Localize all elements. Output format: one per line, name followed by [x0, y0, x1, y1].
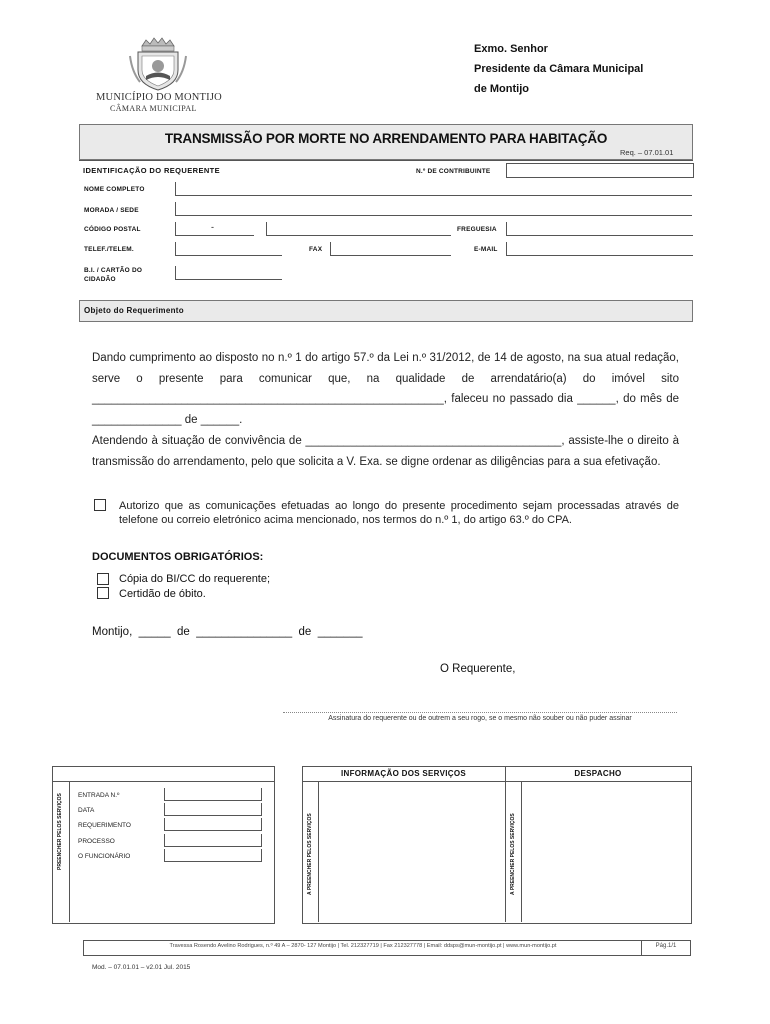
- clerk-label: O FUNCIONÁRIO: [78, 853, 131, 860]
- footer-page-number: Pág.1/1: [655, 943, 677, 949]
- footer-address: Travessa Rosendo Avelino Rodrigues, n.º 49 A – 2870- 127 Montijo | Tel. 212327719 | Fax 212327778 | Email: ddsps@mun-montijo.pt | www.mun-montijo.pt: [169, 943, 557, 949]
- request-label: REQUERIMENTO: [78, 822, 131, 829]
- form-reference: Req. – 07.01.01: [620, 148, 674, 157]
- despacho-vertical-label: A PREENCHER PELOS SERVIÇOS: [510, 813, 516, 895]
- postal-code-label: CÓDIGO POSTAL: [84, 226, 141, 233]
- request-paragraph-2: Atendendo à situação de convivência de ________________________________________, assiste-lhe o direito à transmissão do arrendamento, pelo que solicita a V. Exa. se digne ordenar as diligências para a sua efetivação.: [92, 435, 679, 468]
- addressee-line-3: de Montijo: [474, 83, 529, 95]
- required-documents-title: DOCUMENTOS OBRIGATÓRIOS:: [92, 551, 264, 563]
- entry-number-label: ENTRADA N.º: [78, 792, 120, 799]
- clerk-field[interactable]: [164, 849, 262, 862]
- fax-field[interactable]: [330, 242, 451, 256]
- request-paragraph-1: Dando cumprimento ao disposto no n.º 1 do artigo 57.º da Lei n.º 31/2012, de 14 de agosto, na sua atual redação, serve o presente para comunicar que, na qualidade de arrendatário(a) do imóvel sito _______________________________________________________, faleceu no passado dia ______, do mês de ______________ de ______.: [92, 352, 679, 426]
- process-field[interactable]: [164, 834, 262, 847]
- municipal-coat-of-arms-logo: [128, 36, 188, 92]
- fax-label: FAX: [309, 246, 323, 253]
- services-left-divider: [69, 782, 70, 922]
- id-card-field[interactable]: [175, 266, 282, 280]
- form-title: TRANSMISSÃO POR MORTE NO ARRENDAMENTO PARA HABITAÇÃO: [164, 131, 608, 146]
- process-label: PROCESSO: [78, 838, 115, 845]
- postal-code-dash: -: [211, 222, 214, 232]
- consent-checkbox[interactable]: [94, 499, 106, 511]
- phone-field[interactable]: [175, 242, 282, 256]
- address-field[interactable]: [175, 202, 692, 216]
- footer-model: Mod. – 07.01.01 – v2.01 Jul. 2015: [92, 964, 191, 971]
- email-field[interactable]: [506, 242, 693, 256]
- services-info-title: INFORMAÇÃO DOS SERVIÇOS: [341, 769, 466, 778]
- taxpayer-number-field[interactable]: [506, 163, 694, 178]
- date-field[interactable]: [164, 803, 262, 816]
- postal-code-suffix-field[interactable]: [266, 222, 451, 236]
- despacho-title: DESPACHO: [574, 769, 622, 778]
- services-left-header-line: [52, 781, 274, 782]
- despacho-inner-divider: [521, 782, 522, 922]
- taxpayer-label: N.º DE CONTRIBUINTE: [416, 168, 491, 175]
- consent-text: Autorizo que as comunicações efetuadas ao longo do presente procedimento sejam processadas através de telefone ou correio eletrónico acima mencionado, nos termos do n.º 1, do artigo 63.º do CPA.: [119, 500, 679, 526]
- services-info-despacho-box: [302, 766, 692, 924]
- document-item-id-copy: Cópia do BI/CC do requerente;: [119, 573, 271, 585]
- id-card-label-line-2: CIDADÃO: [84, 276, 116, 283]
- services-left-vertical-label: PREENCHER PELOS SERVIÇOS: [57, 793, 63, 870]
- identification-header-line: [79, 160, 693, 161]
- services-info-vertical-label: A PREENCHER PELOS SERVIÇOS: [307, 813, 313, 895]
- document-checkbox-id-copy[interactable]: [97, 573, 109, 585]
- signer-label: O Requerente,: [440, 663, 516, 675]
- postal-code-prefix-field[interactable]: [175, 222, 254, 236]
- address-label: MORADA / SEDE: [84, 207, 139, 214]
- id-card-label-line-1: B.I. / CARTÃO DO: [84, 267, 143, 274]
- services-header-line: [302, 781, 692, 782]
- phone-label: TELEF./TELEM.: [84, 246, 134, 253]
- email-label: E-MAIL: [474, 246, 498, 253]
- document-item-death-certificate: Certidão de óbito.: [119, 588, 206, 600]
- object-section-title: Objeto do Requerimento: [84, 306, 184, 315]
- request-field[interactable]: [164, 818, 262, 831]
- date-label: DATA: [78, 807, 95, 814]
- document-checkbox-death-certificate[interactable]: [97, 587, 109, 599]
- date-line: Montijo, _____ de _______________ de _______: [92, 626, 363, 638]
- parish-field[interactable]: [506, 222, 693, 236]
- parish-label: FREGUESIA: [457, 226, 497, 233]
- services-column-divider: [505, 767, 506, 922]
- municipality-name: MUNICÍPIO DO MONTIJO: [96, 92, 222, 103]
- full-name-label: NOME COMPLETO: [84, 186, 145, 193]
- addressee-line-1: Exmo. Senhor: [474, 43, 548, 55]
- chamber-name: CÂMARA MUNICIPAL: [110, 104, 197, 113]
- entry-number-field[interactable]: [164, 788, 262, 801]
- identification-title: IDENTIFICAÇÃO DO REQUERENTE: [83, 166, 221, 175]
- full-name-field[interactable]: [175, 182, 692, 196]
- services-info-inner-divider: [318, 782, 319, 922]
- signature-line[interactable]: [283, 712, 677, 713]
- addressee-line-2: Presidente da Câmara Municipal: [474, 63, 644, 75]
- signature-caption: Assinatura do requerente ou de outrem a seu rogo, se o mesmo não souber ou não puder assinar: [328, 715, 632, 722]
